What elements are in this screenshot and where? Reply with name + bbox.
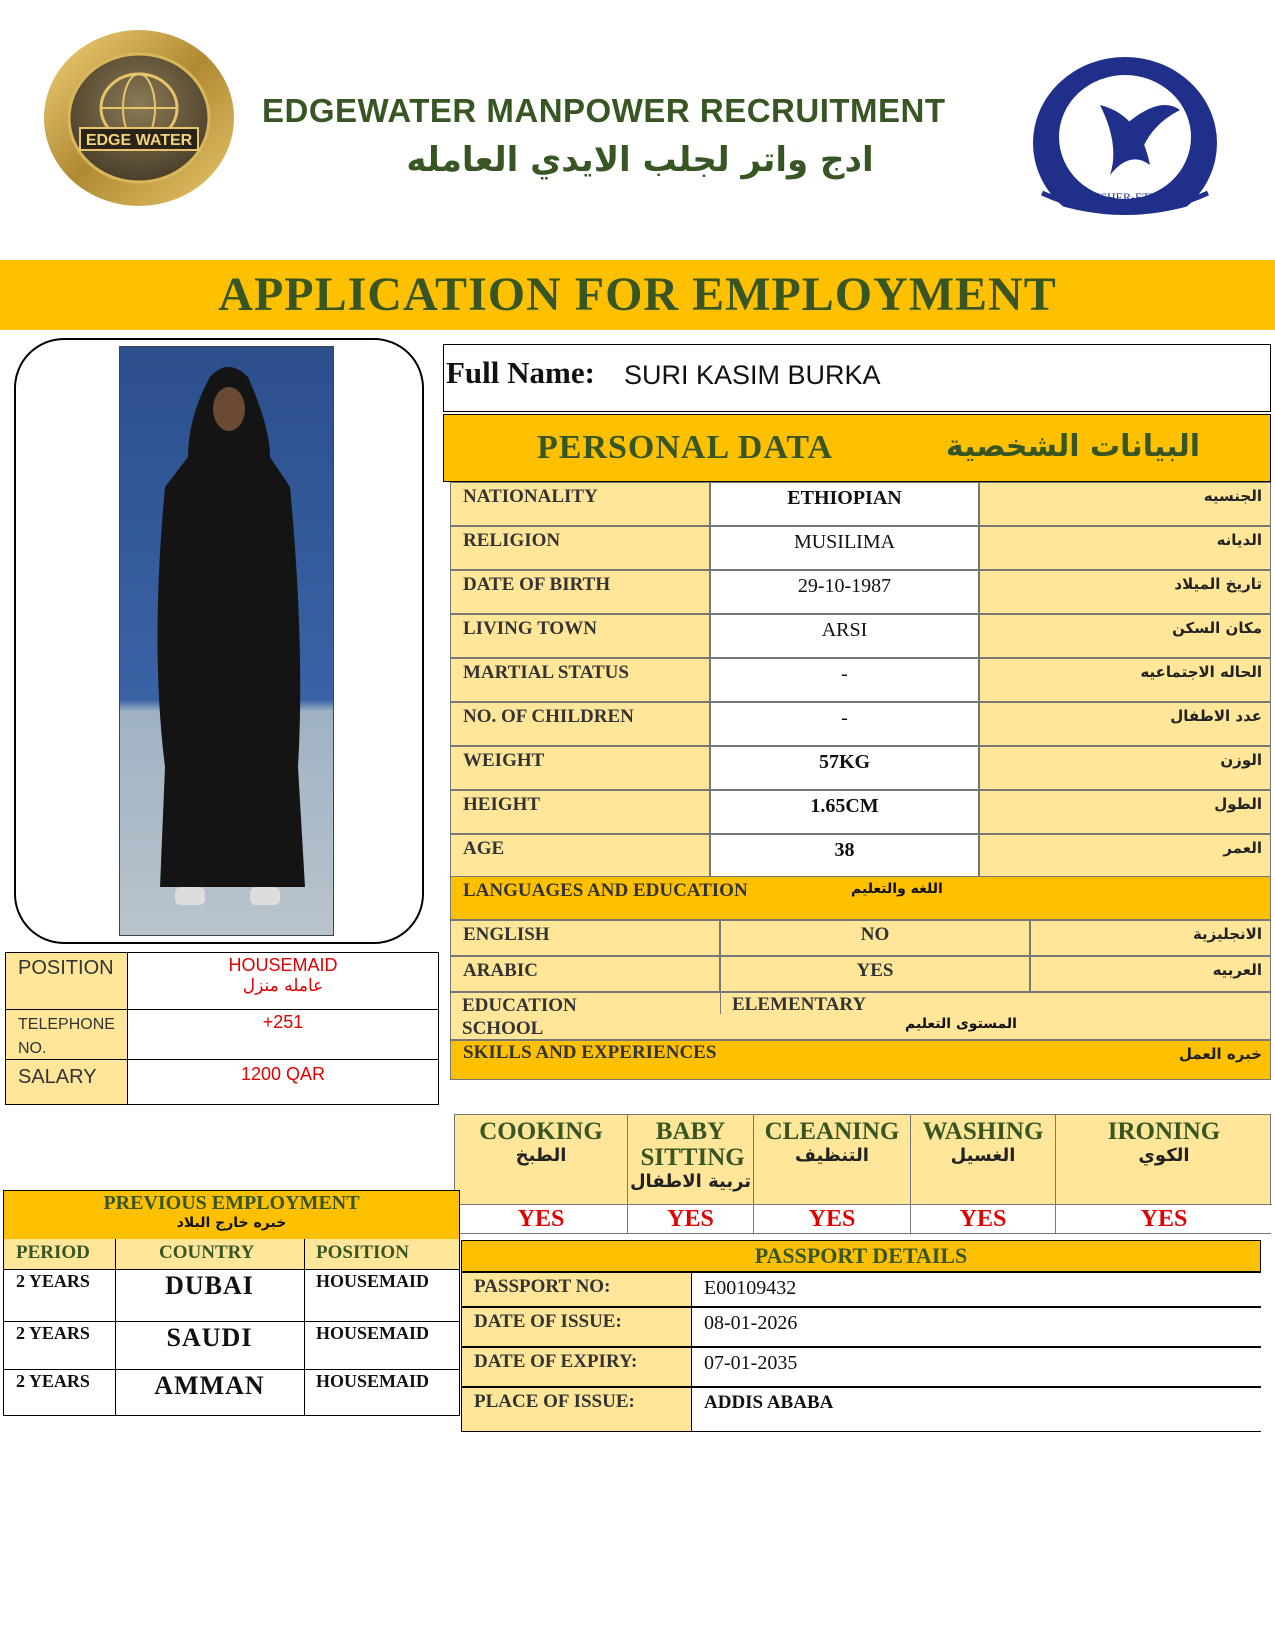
skill-value: YES bbox=[455, 1204, 627, 1233]
passport-row-expiry bbox=[461, 1347, 1261, 1387]
row-period: 2 YEARS bbox=[16, 1371, 90, 1391]
row-value: 38 bbox=[710, 834, 979, 878]
row-label-ar: الوزن bbox=[1220, 751, 1262, 769]
personal-row-height bbox=[450, 790, 1271, 834]
row-label: RELIGION bbox=[450, 526, 710, 570]
row-position: HOUSEMAID bbox=[316, 1271, 430, 1291]
table-row bbox=[4, 1321, 459, 1370]
personal-row-age bbox=[450, 834, 1271, 878]
edgewater-logo-text: EDGE WATER bbox=[85, 132, 193, 149]
passport-label: PASSPORT NO: bbox=[462, 1273, 692, 1306]
education-divider bbox=[720, 992, 721, 1014]
lang-label-ar-cell bbox=[1030, 920, 1271, 956]
skill-label-ar: الغسيل bbox=[950, 1145, 1016, 1166]
telephone-label bbox=[6, 1010, 128, 1060]
row-value: - bbox=[710, 658, 979, 702]
languages-title-en: LANGUAGES AND EDUCATION bbox=[463, 880, 748, 901]
position-value-ar: عامله منزل bbox=[242, 976, 324, 996]
column-header-position: POSITION bbox=[316, 1242, 409, 1263]
row-label-ar: الحاله الاجتماعيه bbox=[1140, 663, 1262, 681]
skill-label: IRONING bbox=[1107, 1118, 1221, 1145]
row-label-ar-cell bbox=[979, 834, 1271, 878]
row-label: NO. OF CHILDREN bbox=[450, 702, 710, 746]
row-label-ar-cell bbox=[979, 570, 1271, 614]
lang-label: ENGLISH bbox=[450, 920, 720, 956]
kingfisher-logo bbox=[1030, 55, 1220, 237]
education-label-line1: EDUCATION bbox=[462, 995, 577, 1016]
skill-label-ar: تربية الاطفال bbox=[629, 1171, 752, 1192]
passport-label: DATE OF ISSUE: bbox=[462, 1308, 692, 1346]
personal-row-marital bbox=[450, 658, 1271, 702]
lang-label-ar: الانجليزية bbox=[1192, 925, 1262, 943]
skills-table bbox=[454, 1114, 1271, 1234]
passport-label: PLACE OF ISSUE: bbox=[462, 1388, 692, 1431]
row-label-ar: مكان السكن bbox=[1172, 619, 1262, 637]
personal-row-religion bbox=[450, 526, 1271, 570]
lang-label-ar: العربيه bbox=[1212, 961, 1262, 979]
personal-data-title-ar: البيانات الشخصية bbox=[945, 429, 1200, 464]
previous-employment-column-headers bbox=[4, 1239, 459, 1270]
skill-cooking bbox=[455, 1115, 628, 1233]
telephone-label-line1: TELEPHONE bbox=[18, 1016, 115, 1033]
row-label-ar: تاريخ الميلاد bbox=[1174, 575, 1262, 593]
passport-row-number bbox=[461, 1272, 1261, 1307]
personal-data-header bbox=[443, 414, 1271, 482]
row-value: ETHIOPIAN bbox=[710, 482, 979, 526]
passport-value: 08-01-2026 bbox=[692, 1308, 1262, 1346]
row-value: 57KG bbox=[710, 746, 979, 790]
company-name-ar: ادج واتر لجلب الايدي العامله bbox=[406, 140, 874, 180]
personal-row-nationality bbox=[450, 482, 1271, 526]
position-value: HOUSEMAID bbox=[228, 955, 338, 975]
passport-value: ADDIS ABABA bbox=[692, 1388, 1262, 1431]
row-value: 1.65CM bbox=[710, 790, 979, 834]
row-value: ARSI bbox=[710, 614, 979, 658]
previous-employment-table bbox=[3, 1190, 460, 1416]
previous-employment-header bbox=[4, 1191, 459, 1240]
languages-title-ar: اللغه والتعليم bbox=[851, 881, 943, 897]
edgewater-logo bbox=[42, 28, 236, 209]
skill-label: WASHING bbox=[922, 1118, 1044, 1145]
skill-label: CLEANING bbox=[764, 1118, 900, 1145]
row-value: - bbox=[710, 702, 979, 746]
lang-label: ARABIC bbox=[450, 956, 720, 992]
position-label: POSITION bbox=[6, 953, 128, 1010]
row-label-ar: العمر bbox=[1223, 839, 1262, 857]
salary-value: 1200 QAR bbox=[240, 1064, 326, 1084]
row-label-ar-cell bbox=[979, 658, 1271, 702]
telephone-label-line2: NO. bbox=[18, 1040, 47, 1057]
telephone-value: +251 bbox=[128, 1010, 438, 1060]
passport-value: 07-01-2035 bbox=[692, 1348, 1262, 1386]
passport-value: E00109432 bbox=[692, 1273, 1262, 1306]
skill-label: BABY SITTING bbox=[640, 1118, 745, 1171]
passport-title: PASSPORT DETAILS bbox=[461, 1240, 1261, 1272]
position-value-cell bbox=[128, 953, 438, 1010]
row-position: HOUSEMAID bbox=[316, 1371, 430, 1391]
skills-title-en: SKILLS AND EXPERIENCES bbox=[463, 1042, 717, 1063]
salary-label: SALARY bbox=[6, 1060, 128, 1104]
row-label: AGE bbox=[450, 834, 710, 878]
lang-row-english bbox=[450, 920, 1271, 956]
skills-title-ar: خبره العمل bbox=[1178, 1045, 1262, 1063]
skill-value: YES bbox=[911, 1204, 1055, 1233]
row-country: AMMAN bbox=[154, 1371, 265, 1400]
row-label-ar-cell bbox=[979, 482, 1271, 526]
kingfisher-logo-text: KINGFISHER-ETHIOPIA bbox=[1059, 190, 1191, 204]
languages-header bbox=[450, 876, 1271, 920]
previous-employment-title-ar: خبره خارج البلاد bbox=[176, 1215, 287, 1231]
column-header-country: COUNTRY bbox=[159, 1242, 255, 1263]
application-title: APPLICATION FOR EMPLOYMENT bbox=[218, 268, 1057, 321]
company-name-en: EDGEWATER MANPOWER RECRUITMENT bbox=[262, 92, 946, 129]
row-position: HOUSEMAID bbox=[316, 1323, 430, 1343]
lang-row-arabic bbox=[450, 956, 1271, 992]
personal-row-children bbox=[450, 702, 1271, 746]
skill-label-ar: الطبخ bbox=[515, 1145, 567, 1166]
passport-row-issue bbox=[461, 1307, 1261, 1347]
skill-label: COOKING bbox=[479, 1118, 603, 1145]
skill-baby-sitting bbox=[628, 1115, 754, 1233]
skill-ironing bbox=[1056, 1115, 1272, 1233]
education-label-line2: SCHOOL bbox=[462, 1018, 544, 1039]
row-label-ar-cell bbox=[979, 790, 1271, 834]
education-label-ar: المستوى التعليم bbox=[905, 1016, 1017, 1032]
skill-cleaning bbox=[754, 1115, 911, 1233]
education-value: ELEMENTARY bbox=[732, 994, 867, 1015]
previous-employment-title-en: PREVIOUS EMPLOYMENT bbox=[103, 1192, 360, 1214]
full-name-box bbox=[443, 344, 1271, 412]
full-name-label: Full Name: bbox=[446, 355, 595, 390]
row-label: LIVING TOWN bbox=[450, 614, 710, 658]
row-label: NATIONALITY bbox=[450, 482, 710, 526]
personal-data-title-en: PERSONAL DATA bbox=[537, 429, 834, 466]
position-table bbox=[5, 952, 439, 1105]
row-label-ar-cell bbox=[979, 702, 1271, 746]
row-period: 2 YEARS bbox=[16, 1271, 90, 1291]
lang-label-ar-cell bbox=[1030, 956, 1271, 992]
row-label: MARTIAL STATUS bbox=[450, 658, 710, 702]
lang-value: YES bbox=[720, 956, 1030, 992]
personal-row-living-town bbox=[450, 614, 1271, 658]
skill-label-ar: التنظيف bbox=[795, 1145, 869, 1166]
row-label-ar: الطول bbox=[1214, 795, 1262, 813]
education-label bbox=[462, 994, 577, 1040]
row-label: WEIGHT bbox=[450, 746, 710, 790]
skill-washing bbox=[911, 1115, 1056, 1233]
personal-row-dob bbox=[450, 570, 1271, 614]
skill-value: YES bbox=[628, 1204, 753, 1233]
skill-value: YES bbox=[754, 1204, 910, 1233]
skill-value: YES bbox=[1056, 1204, 1272, 1233]
row-value: MUSILIMA bbox=[710, 526, 979, 570]
personal-row-weight bbox=[450, 746, 1271, 790]
skills-header bbox=[450, 1040, 1271, 1080]
row-label-ar: الديانه bbox=[1216, 531, 1262, 549]
row-label: DATE OF BIRTH bbox=[450, 570, 710, 614]
table-row bbox=[4, 1369, 459, 1415]
application-banner bbox=[0, 260, 1275, 330]
lang-row-education bbox=[450, 992, 1271, 1040]
full-name-value: SURI KASIM BURKA bbox=[624, 360, 881, 390]
passport-row-place bbox=[461, 1387, 1261, 1432]
row-country: DUBAI bbox=[165, 1271, 254, 1300]
applicant-photo bbox=[119, 346, 334, 936]
table-row bbox=[4, 1269, 459, 1322]
row-label: HEIGHT bbox=[450, 790, 710, 834]
passport-label: DATE OF EXPIRY: bbox=[462, 1348, 692, 1386]
row-label-ar: عدد الاطفال bbox=[1170, 707, 1262, 725]
row-country: SAUDI bbox=[166, 1323, 253, 1352]
row-label-ar-cell bbox=[979, 526, 1271, 570]
passport-details bbox=[461, 1240, 1261, 1432]
lang-value: NO bbox=[720, 920, 1030, 956]
row-value: 29-10-1987 bbox=[710, 570, 979, 614]
column-header-period: PERIOD bbox=[16, 1242, 90, 1263]
skill-label-ar: الكوي bbox=[1138, 1145, 1190, 1166]
row-period: 2 YEARS bbox=[16, 1323, 90, 1343]
row-label-ar-cell bbox=[979, 746, 1271, 790]
row-label-ar-cell bbox=[979, 614, 1271, 658]
row-label-ar: الجنسيه bbox=[1203, 487, 1262, 505]
